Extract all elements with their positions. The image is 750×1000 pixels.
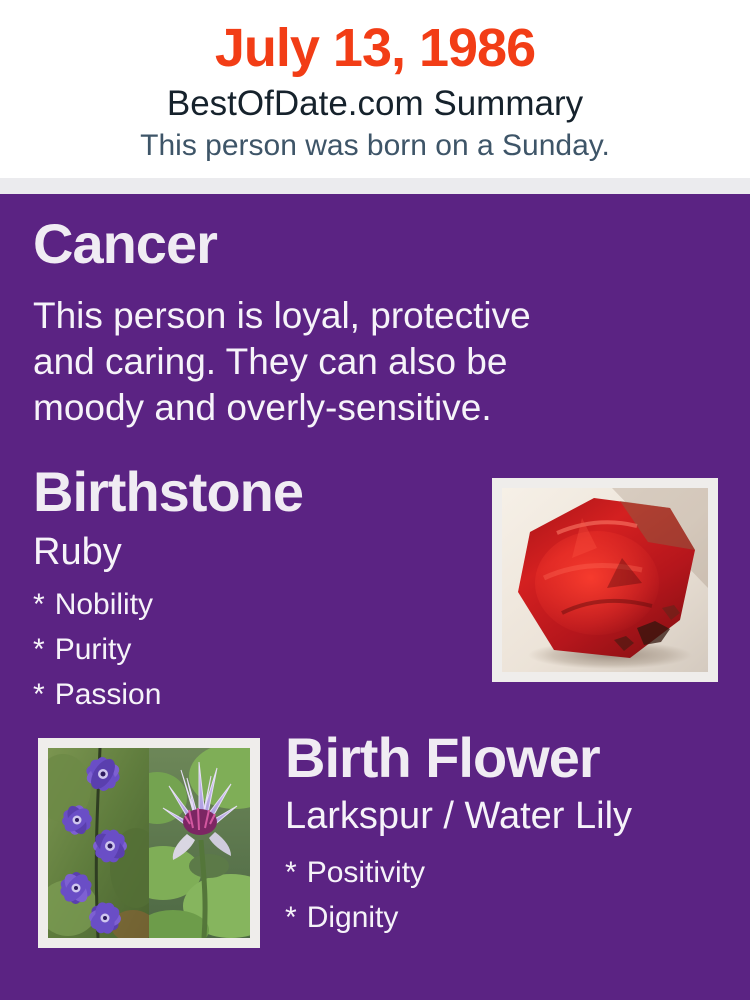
- birthstone-name: Ruby: [33, 531, 122, 573]
- trait-label: Nobility: [54, 588, 154, 621]
- bullet-star: *: [33, 678, 45, 711]
- zodiac-description-line: This person is loyal, protective: [33, 295, 531, 336]
- trait-label: Purity: [54, 633, 132, 666]
- main-content: [0, 194, 750, 1000]
- weekday-note: This person was born on a Sunday.: [140, 129, 610, 162]
- bullet-star: *: [33, 588, 45, 621]
- zodiac-description-line: and caring. They can also be: [33, 341, 508, 382]
- zodiac-heading: Cancer: [33, 212, 217, 275]
- birthstone-heading: Birthstone: [33, 460, 303, 523]
- trait-label: Positivity: [306, 856, 426, 889]
- site-summary-title: BestOfDate.com Summary: [166, 84, 584, 123]
- bullet-star: *: [285, 856, 297, 889]
- trait-label: Dignity: [306, 901, 399, 934]
- birthstone-trait: [33, 672, 161, 717]
- larkspur-photo-illustration: [48, 748, 149, 938]
- birthstone-trait: [33, 627, 161, 672]
- birth-flower-trait: [285, 895, 425, 940]
- birth-flower-photo: [38, 738, 260, 948]
- section-divider: [0, 178, 750, 194]
- birthstone-trait-list: [33, 582, 161, 717]
- zodiac-description: [33, 293, 531, 431]
- birthstone-trait: [33, 582, 161, 627]
- ruby-photo: [492, 478, 718, 682]
- bullet-star: *: [285, 901, 297, 934]
- page-title-date: July 13, 1986: [214, 18, 536, 78]
- trait-label: Passion: [54, 678, 162, 711]
- ruby-photo-illustration: [502, 488, 708, 672]
- birth-flower-name: Larkspur / Water Lily: [285, 795, 633, 837]
- birth-flower-trait: [285, 850, 425, 895]
- header: [0, 0, 750, 178]
- zodiac-description-line: moody and overly-sensitive.: [33, 387, 492, 428]
- bullet-star: *: [33, 633, 45, 666]
- birth-flower-trait-list: [285, 850, 425, 940]
- water-lily-photo-illustration: [149, 748, 250, 938]
- birth-flower-heading: Birth Flower: [285, 726, 600, 789]
